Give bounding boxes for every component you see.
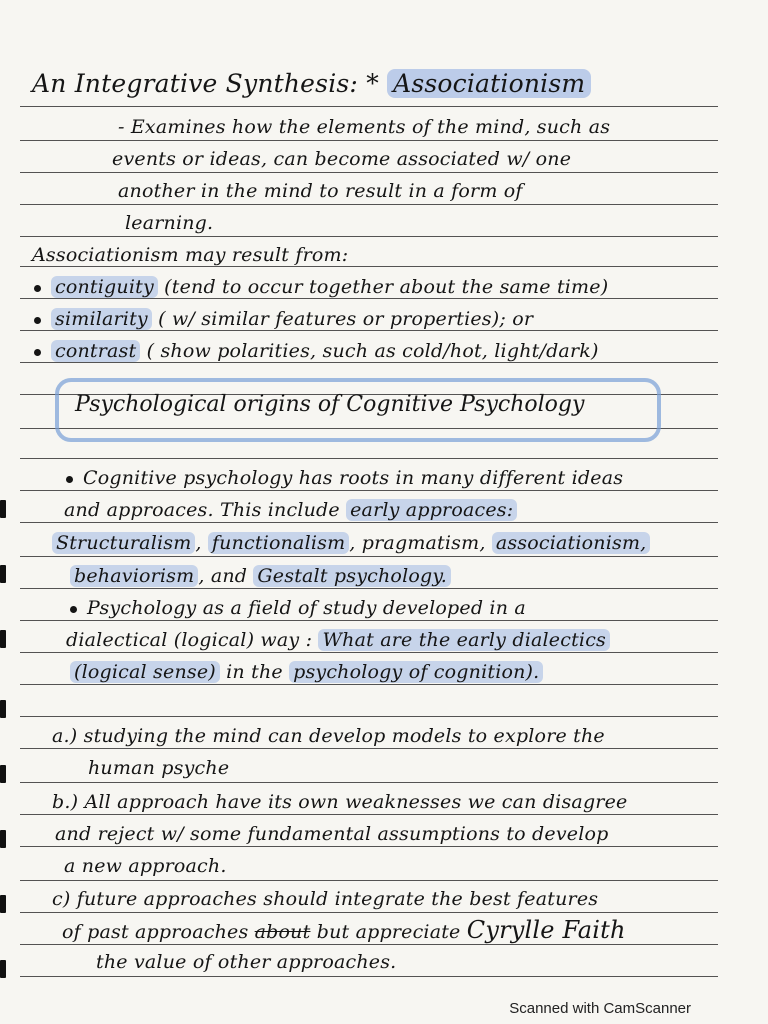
list-item [52, 724, 605, 748]
paragraph-text: in the [226, 661, 283, 683]
bullet-icon [34, 285, 41, 292]
ruled-line [20, 976, 718, 977]
list-text: All approach have its own weaknesses we can disagree [84, 791, 628, 813]
bullet-icon [34, 349, 41, 356]
paragraph-text: Psychology as a field of study developed in a [87, 597, 526, 619]
ruled-line [20, 880, 718, 881]
highlighted-text: associationism, [492, 532, 651, 554]
ruled-line [20, 716, 718, 717]
struck-text: about [254, 921, 311, 943]
binding-mark [0, 565, 6, 583]
binding-mark [0, 830, 6, 848]
list-text: future approaches should integrate the best features [76, 888, 599, 910]
definition-line: - Examines how the elements of the mind, such as [118, 116, 611, 138]
list-text: studying the mind can develop models to explore the [83, 725, 605, 747]
paragraph-text: Cognitive psychology has roots in many different ideas [83, 467, 624, 489]
binding-mark [0, 895, 6, 913]
binding-mark [0, 960, 6, 978]
bullet-icon [66, 476, 73, 483]
binding-mark [0, 765, 6, 783]
paragraph-line [64, 498, 517, 522]
assoc-desc: ( w/ similar features or properties); or [158, 308, 534, 330]
ruled-line [20, 236, 718, 237]
highlighted-text: Structuralism [52, 532, 195, 554]
definition-line: events or ideas, can become associated w/ one [112, 148, 572, 170]
list-text: but appreciate [316, 921, 461, 943]
list-item-continued: human psyche [88, 757, 230, 779]
list-item-continued: and reject w/ some fundamental assumptions to develop [55, 823, 609, 845]
highlighted-text: (logical sense) [70, 661, 220, 683]
ruled-line [20, 106, 718, 107]
definition-line: another in the mind to result in a form of [118, 180, 523, 202]
ruled-line [20, 556, 718, 557]
ruled-line [20, 204, 718, 205]
assoc-term: contrast [51, 340, 140, 362]
ruled-line [20, 684, 718, 685]
assoc-desc: ( show polarities, such as cold/hot, light/dark) [146, 340, 599, 362]
list-item [52, 790, 627, 814]
ruled-line [20, 944, 718, 945]
list-label: a.) [52, 725, 78, 747]
list-item-continued: the value of other approaches. [96, 951, 397, 973]
page-title [32, 69, 591, 98]
list-label: c) [52, 888, 71, 910]
paragraph-text: and approaces. This include [64, 499, 340, 521]
ruled-line [20, 522, 718, 523]
ruled-line [20, 588, 718, 589]
ruled-line [20, 814, 718, 815]
paragraph-text: , and [198, 565, 248, 587]
highlighted-text: functionalism [208, 532, 349, 554]
list-item-continued [62, 918, 626, 944]
paragraph-line [70, 564, 451, 588]
paragraph-text: pragmatism [361, 532, 480, 554]
ruled-line [20, 652, 718, 653]
bullet-icon [34, 317, 41, 324]
assoc-term: similarity [51, 308, 152, 330]
highlighted-text: early approaces: [346, 499, 517, 521]
ruled-line [20, 458, 718, 459]
ruled-line [20, 846, 718, 847]
highlighted-text: psychology of cognition). [289, 661, 543, 683]
binding-mark [0, 630, 6, 648]
highlighted-text: What are the early dialectics [318, 629, 610, 651]
paragraph-line [66, 466, 623, 490]
definition-line: learning. [125, 212, 214, 234]
paragraph-text: (logical) way : [173, 629, 313, 651]
list-label: b.) [52, 791, 79, 813]
ruled-line [20, 490, 718, 491]
assoc-desc: (tend to occur together about the same time) [164, 276, 609, 298]
assoc-item [34, 307, 533, 331]
title-prefix: An Integrative Synthesis: [32, 69, 359, 98]
assoc-intro: Associationism may result from: [32, 244, 349, 266]
highlighted-text: behaviorism [70, 565, 198, 587]
paragraph-line: Structuralism , functionalism , pragmatism, associationism, [52, 531, 650, 555]
ruled-line [20, 912, 718, 913]
paragraph-line [70, 596, 526, 620]
paragraph-line [66, 628, 610, 652]
ruled-line [20, 140, 718, 141]
assoc-item [34, 339, 599, 363]
ruled-line [20, 620, 718, 621]
star-icon: * [366, 69, 379, 98]
list-item-continued: a new approach. [64, 855, 227, 877]
paragraph-text: dialectical [66, 629, 168, 651]
list-text: of past approaches [62, 921, 249, 943]
assoc-item [34, 275, 608, 299]
signature: Cyrylle Faith [466, 916, 626, 944]
binding-mark [0, 500, 6, 518]
ruled-line [20, 782, 718, 783]
list-item [52, 887, 598, 911]
binding-mark [0, 700, 6, 718]
ruled-line [20, 748, 718, 749]
assoc-term: contiguity [51, 276, 158, 298]
scanner-watermark: Scanned with CamScanner [509, 1000, 691, 1017]
bullet-icon [70, 606, 77, 613]
title-highlight: Associationism [387, 69, 591, 98]
ruled-line [20, 172, 718, 173]
paragraph-line [70, 660, 543, 684]
section-heading: Psychological origins of Cognitive Psychology [75, 392, 585, 417]
highlighted-text: Gestalt psychology. [253, 565, 451, 587]
